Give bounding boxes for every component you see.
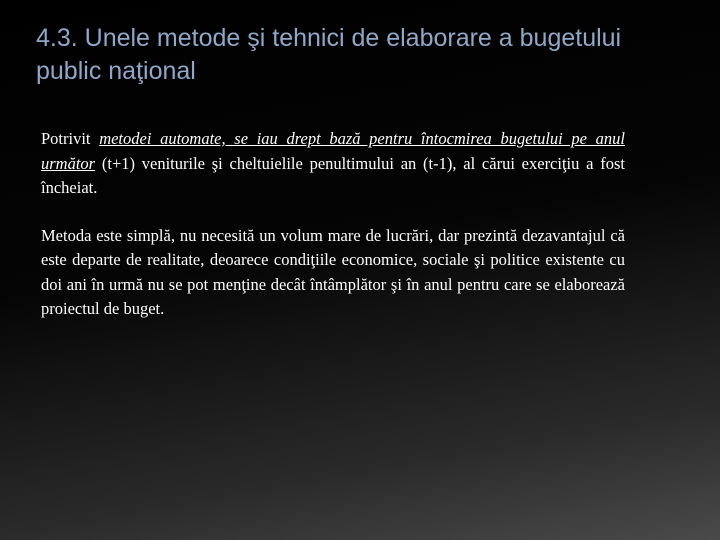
paragraph-automatic-method [41, 127, 625, 201]
emphasized-phrase: metodei automate, se iau drept bază pentru întocmirea bugetului pe anul următor [41, 129, 626, 173]
paragraph-method-drawback: Metoda este simplă, nu necesită un volum mare de lucrări, dar prezintă dezavantajul că este departe de realitate, deoarece condiţiile economice, sociale şi politice existente cu doi ani în urmă nu se pot menţine decât întâmplător şi în anul pentru care se elaborează proiectul de buget. [41, 225, 625, 318]
paragraph-rest: (t+1) veniturile şi cheltuielile penultimului an (t-1), al cărui exerciţiu a fost încheiat. [41, 153, 625, 197]
paragraph-lead: Potrivit [41, 129, 100, 148]
slide-title: 4.3. Unele metode şi tehnici de elaborare a bugetului public naţional [36, 24, 622, 85]
slide-body [41, 127, 625, 322]
